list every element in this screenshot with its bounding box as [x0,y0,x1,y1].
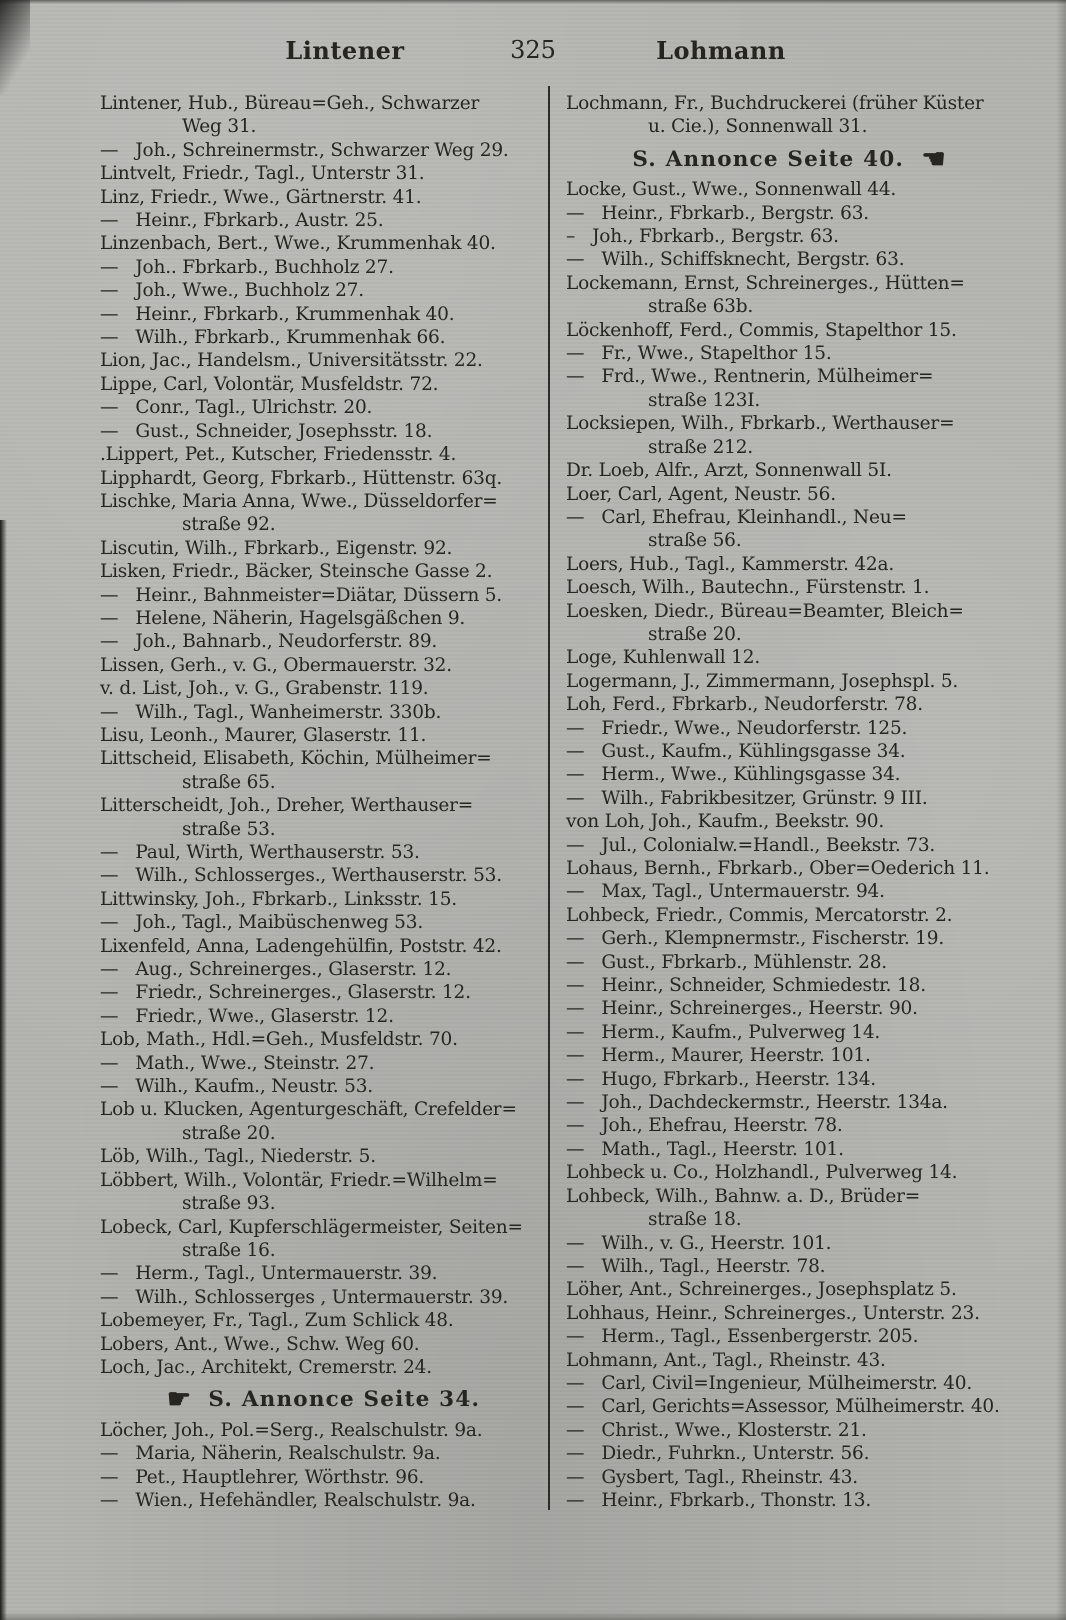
directory-entry: Löbbert, Wilh., Volontär, Friedr.=Wilhelm= [100,1169,498,1191]
directory-entry: — Math., Tagl., Heerstr. 101. [566,1138,844,1160]
directory-entry: Löher, Ant., Schreinerges., Josephsplatz 5. [566,1279,957,1301]
scan-edge-bottom [0,1612,1066,1620]
directory-entry: — Fr., Wwe., Stapelthor 15. [566,343,832,365]
directory-entry: — Joh.. Fbrkarb., Buchholz 27. [100,256,394,278]
directory-entry: — Heinr., Schreinerges., Heerstr. 90. [566,998,918,1020]
running-head-left-keyword: Lintener [285,36,405,65]
directory-entry: — Heinr., Schneider, Schmiedestr. 18. [566,975,926,997]
directory-entry: Litterscheidt, Joh., Dreher, Werthauser= [100,795,474,817]
directory-entry: Lohbeck, Wilh., Bahnw. a. D., Brüder= [566,1185,921,1207]
directory-entry: Logermann, J., Zimmermann, Josephspl. 5. [566,670,959,692]
directory-entry: — Wilh., Tagl., Wanheimerstr. 330b. [100,701,442,723]
directory-entry: — Aug., Schreinerges., Glaserstr. 12. [100,959,452,981]
directory-entry: Lissen, Gerh., v. G., Obermauerstr. 32. [100,654,452,676]
directory-entry: — Wilh., Schlosserges., Werthauserstr. 53. [100,865,502,887]
directory-entry: Loers, Hub., Tagl., Kammerstr. 42a. [566,553,895,575]
directory-entry: — Conr., Tagl., Ulrichstr. 20. [100,397,373,419]
page-number: 325 [510,36,556,64]
directory-entry: — Wilh., Schlosserges , Untermauerstr. 39. [100,1286,509,1308]
directory-entry: — Heinr., Fbrkarb., Thonstr. 13. [566,1489,872,1511]
entry-continuation-line: Weg 31. [182,116,257,138]
scan-edge-right [1056,0,1066,1620]
entry-continuation-line: straße 56. [648,530,742,552]
directory-entry: Loesken, Diedr., Büreau=Beamter, Bleich= [566,600,964,622]
directory-entry: — Friedr., Wwe., Glaserstr. 12. [100,1005,394,1027]
directory-entry: — Frd., Wwe., Rentnerin, Mülheimer= [566,366,934,388]
directory-entry: Lisu, Leonh., Maurer, Glaserstr. 11. [100,724,427,746]
directory-entry: — Wilh., Fabrikbesitzer, Grünstr. 9 III. [566,787,928,809]
entry-continuation-line: straße 212. [648,436,753,458]
directory-entry: v. d. List, Joh., v. G., Grabenstr. 119. [100,678,429,700]
directory-entry: Lischke, Maria Anna, Wwe., Düsseldorfer= [100,490,498,512]
directory-entry: — Wilh., Tagl., Heerstr. 78. [566,1255,826,1277]
directory-entry: Locksiepen, Wilh., Fbrkarb., Werthauser= [566,413,955,435]
directory-entry: — Gust., Kaufm., Kühlingsgasse 34. [566,740,906,762]
directory-entry: Lohbeck u. Co., Holzhandl., Pulverweg 14. [566,1162,958,1184]
directory-entry: Loer, Carl, Agent, Neustr. 56. [566,483,836,505]
entry-continuation-line: straße 92. [182,514,276,536]
directory-entry: Lintener, Hub., Büreau=Geh., Schwarzer [100,93,480,114]
directory-entry: — Friedr., Wwe., Neudorferstr. 125. [566,717,908,739]
directory-entry: — Joh., Bahnarb., Neudorferstr. 89. [100,631,438,653]
directory-entry: — Joh., Dachdeckermstr., Heerstr. 134a. [566,1092,948,1114]
directory-entry: Lixenfeld, Anna, Ladengehülfin, Poststr. 42. [100,935,502,957]
directory-entry: — Heinr., Bahnmeister=Diätar, Düssern 5. [100,584,502,606]
directory-entry: — Gerh., Klempnermstr., Fischerstr. 19. [566,928,945,950]
column-divider-rule [548,86,550,1510]
directory-entry: — Wilh., Fbrkarb., Krummenhak 66. [100,327,446,349]
manicule-right-icon: ☛ [166,1384,192,1416]
directory-entry: — Heinr., Fbrkarb., Bergstr. 63. [566,202,869,224]
directory-entry: Lohbeck, Friedr., Commis, Mercatorstr. 2. [566,904,953,926]
directory-entry: Lochmann, Fr., Buchdruckerei (früher Küster [566,93,984,114]
directory-entry: von Loh, Joh., Kaufm., Beekstr. 90. [566,811,885,833]
directory-entry: Loesch, Wilh., Bautechn., Fürstenstr. 1. [566,577,930,599]
directory-entry: Lohaus, Bernh., Fbrkarb., Ober=Oederich 11. [566,858,990,879]
directory-entry: Littscheid, Elisabeth, Köchin, Mülheimer= [100,748,492,770]
directory-entry: .Lippert, Pet., Kutscher, Friedensstr. 4. [100,444,457,466]
entry-continuation-line: straße 20. [648,623,742,645]
entry-continuation-line: straße 16. [182,1239,276,1261]
manicule-left-icon: ☚ [921,143,946,175]
directory-entry: — Herm., Tagl., Untermauerstr. 39. [100,1263,438,1285]
directory-entry: Lipphardt, Georg, Fbrkarb., Hüttenstr. 63q. [100,467,503,489]
directory-entry: Linz, Friedr., Wwe., Gärtnerstr. 41. [100,186,422,208]
directory-entry: Linzenbach, Bert., Wwe., Krummenhak 40. [100,233,496,255]
directory-entry: — Wilh., v. G., Heerstr. 101. [566,1232,832,1254]
directory-entry: — Gust., Fbrkarb., Mühlenstr. 28. [566,951,887,973]
entry-continuation-line: u. Cie.), Sonnenwall 31. [648,116,868,138]
directory-entry: – Joh., Fbrkarb., Bergstr. 63. [566,226,839,248]
directory-entry: — Joh., Ehefrau, Heerstr. 78. [566,1115,843,1137]
directory-entry: Lobemeyer, Fr., Tagl., Zum Schlick 48. [100,1310,454,1332]
scan-edge-top [0,0,1066,4]
annonce-note [100,1384,547,1416]
directory-entry: — Friedr., Schreinerges., Glaserstr. 12. [100,982,471,1004]
directory-entry: Littwinsky, Joh., Fbrkarb., Linksstr. 15. [100,888,457,910]
directory-column-right [566,92,1012,1512]
directory-entry: Loge, Kuhlenwall 12. [566,647,760,669]
entry-continuation-line: straße 123I. [648,389,761,411]
directory-entry: — Carl, Civil=Ingenieur, Mülheimerstr. 40. [566,1372,972,1394]
directory-entry: — Hugo, Fbrkarb., Heerstr. 134. [566,1068,876,1090]
directory-entry: Löcher, Joh., Pol.=Serg., Realschulstr. 9a. [100,1419,483,1441]
directory-entry: — Wien., Hefehändler, Realschulstr. 9a. [100,1489,476,1511]
directory-entry: — Paul, Wirth, Werthauserstr. 53. [100,842,420,863]
directory-column-left [100,92,547,1512]
directory-entry: Löb, Wilh., Tagl., Niederstr. 5. [100,1146,376,1168]
directory-entry: Lobers, Ant., Wwe., Schw. Weg 60. [100,1333,420,1355]
directory-entry: — Pet., Hauptlehrer, Wörthstr. 96. [100,1466,425,1488]
directory-entry: Lohhaus, Heinr., Schreinerges., Unterstr. 23. [566,1302,980,1324]
directory-entry: — Heinr., Fbrkarb., Krummenhak 40. [100,303,455,325]
directory-entry: Lobeck, Carl, Kupferschlägermeister, Seiten= [100,1216,523,1238]
directory-entry: — Diedr., Fuhrkn., Unterstr. 56. [566,1443,870,1465]
annonce-text: S. Annonce Seite 34. [208,1387,481,1413]
directory-entry: — Max, Tagl., Untermauerstr. 94. [566,881,885,903]
directory-entry: — Maria, Näherin, Realschulstr. 9a. [100,1443,441,1465]
directory-entry: — Christ., Wwe., Klosterstr. 21. [566,1419,867,1441]
directory-entry: Locke, Gust., Wwe., Sonnenwall 44. [566,179,897,201]
directory-entry: Lob u. Klucken, Agenturgeschäft, Crefelder= [100,1099,517,1121]
entry-continuation-line: straße 20. [182,1122,276,1144]
directory-entry: Loh, Ferd., Fbrkarb., Neudorferstr. 78. [566,694,923,716]
directory-entry: Lippe, Carl, Volontär, Musfeldstr. 72. [100,373,439,395]
directory-entry: — Joh., Wwe., Buchholz 27. [100,280,364,302]
directory-entry: Lisken, Friedr., Bäcker, Steinsche Gasse 2. [100,561,493,583]
running-head-right-keyword: Lohmann [656,36,786,65]
annonce-text: S. Annonce Seite 40. [632,146,905,172]
directory-entry: — Herm., Maurer, Heerstr. 101. [566,1045,871,1067]
directory-entry: — Herm., Kaufm., Pulverweg 14. [566,1021,881,1043]
entry-continuation-line: straße 53. [182,818,276,840]
directory-entry: Lion, Jac., Handelsm., Universitätsstr. 22. [100,350,483,372]
entry-continuation-line: straße 65. [182,771,276,793]
scan-edge-left [0,520,7,1620]
entry-continuation-line: straße 93. [182,1193,276,1215]
directory-entry: Lohmann, Ant., Tagl., Rheinstr. 43. [566,1349,886,1371]
directory-entry: Liscutin, Wilh., Fbrkarb., Eigenstr. 92. [100,537,453,559]
directory-entry: Lockemann, Ernst, Schreinerges., Hütten= [566,272,965,294]
directory-entry: — Wilh., Kaufm., Neustr. 53. [100,1076,373,1098]
directory-entry: — Herm., Tagl., Essenbergerstr. 205. [566,1326,919,1348]
entry-continuation-line: straße 63b. [648,296,754,318]
directory-entry: Dr. Loeb, Alfr., Arzt, Sonnenwall 5I. [566,460,892,482]
directory-entry: — Carl, Gerichts=Assessor, Mülheimerstr. 40. [566,1396,1000,1418]
directory-entry: — Joh., Tagl., Maibüschenweg 53. [100,912,423,934]
directory-entry: — Gust., Schneider, Josephsstr. 18. [100,420,433,442]
directory-entry: — Gysbert, Tagl., Rheinstr. 43. [566,1466,858,1488]
directory-entry: — Helene, Näherin, Hagelsgäßchen 9. [100,607,466,629]
directory-entry: — Heinr., Fbrkarb., Austr. 25. [100,210,384,232]
directory-entry: — Jul., Colonialw.=Handl., Beekstr. 73. [566,834,936,856]
directory-entry: — Wilh., Schiffsknecht, Bergstr. 63. [566,249,905,271]
running-head [0,36,1066,70]
directory-entry: — Math., Wwe., Steinstr. 27. [100,1052,375,1074]
annonce-note [566,143,1012,175]
directory-entry: Lintvelt, Friedr., Tagl., Unterstr 31. [100,163,425,185]
directory-entry: Loch, Jac., Architekt, Cremerstr. 24. [100,1356,432,1378]
directory-entry: — Herm., Wwe., Kühlingsgasse 34. [566,764,901,786]
directory-entry: — Joh., Schreinermstr., Schwarzer Weg 29. [100,139,509,161]
directory-entry: Löckenhoff, Ferd., Commis, Stapelthor 15. [566,319,957,341]
entry-continuation-line: straße 18. [648,1209,742,1231]
directory-entry: Lob, Math., Hdl.=Geh., Musfeldstr. 70. [100,1029,458,1051]
directory-entry: — Carl, Ehefrau, Kleinhandl., Neu= [566,506,907,528]
